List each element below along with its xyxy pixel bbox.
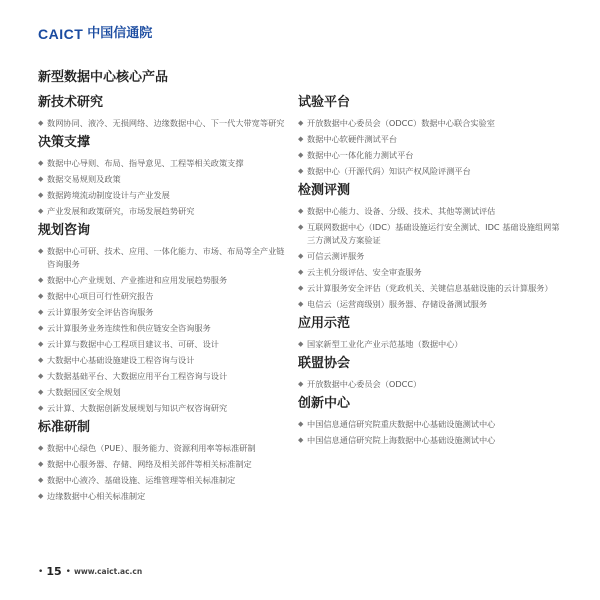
list-item	[38, 386, 285, 399]
list-item-text: 数据中心（开源代码）知识产权风险评测平台	[307, 166, 471, 176]
list-item	[38, 322, 285, 335]
diamond-bullet-icon: ◆	[38, 159, 44, 167]
section-title: 规划咨询	[38, 223, 91, 238]
list-item	[298, 378, 560, 391]
page-title: 新型数据中心核心产品	[38, 70, 169, 85]
diamond-bullet-icon: ◆	[38, 175, 44, 183]
diamond-bullet-icon: ◆	[298, 380, 304, 388]
footer-website: www.caict.ac.cn	[73, 567, 143, 576]
list-item	[38, 490, 285, 503]
list-item	[38, 290, 285, 303]
list-item	[38, 402, 285, 415]
list-item-text: 可信云测评服务	[307, 251, 365, 261]
diamond-bullet-icon: ◆	[298, 151, 304, 159]
page-number: 15	[46, 565, 62, 578]
list-item-text: 中国信息通信研究院上海数据中心基础设施测试中心	[307, 435, 496, 445]
list-item-text: 开放数据中心委员会（ODCC）数据中心联合实验室	[307, 118, 495, 128]
diamond-bullet-icon: ◆	[38, 356, 44, 364]
item-list	[298, 117, 560, 178]
list-item-text: 数据中心软硬件测试平台	[307, 134, 398, 144]
item-list	[298, 338, 560, 351]
list-item	[38, 245, 285, 271]
diamond-bullet-icon: ◆	[298, 436, 304, 444]
diamond-bullet-icon: ◆	[38, 292, 44, 300]
list-item-text: 数据中心导则、布局、指导意见、工程等相关政策支撑	[47, 158, 244, 168]
list-item	[298, 418, 560, 431]
diamond-bullet-icon: ◆	[38, 372, 44, 380]
list-item-text: 国家新型工业化产业示范基地（数据中心）	[307, 339, 463, 349]
diamond-bullet-icon: ◆	[38, 276, 44, 284]
list-item-text: 云计算服务安全评估（党政机关、关键信息基础设施的云计算服务）	[307, 283, 553, 293]
section-title: 联盟协会	[298, 356, 351, 371]
list-item	[298, 133, 560, 146]
diamond-bullet-icon: ◆	[38, 492, 44, 500]
diamond-bullet-icon: ◆	[38, 460, 44, 468]
logo-text-cn: 中国信通院	[87, 26, 153, 41]
diamond-bullet-icon: ◆	[38, 308, 44, 316]
section-title: 检测评测	[298, 183, 351, 198]
section-title: 新技术研究	[38, 95, 104, 110]
list-item-text: 数据中心产业规划、产业推进和应用发展趋势服务	[47, 275, 228, 285]
list-item-text: 边缘数据中心相关标准制定	[47, 491, 146, 501]
list-item	[38, 205, 285, 218]
section	[298, 94, 560, 178]
diamond-bullet-icon: ◆	[298, 284, 304, 292]
list-item	[38, 354, 285, 367]
list-item	[38, 474, 285, 487]
list-item-text: 数网协同、液冷、无损网络、边缘数据中心、下一代大带宽等研究	[47, 118, 285, 128]
list-item	[298, 165, 560, 178]
diamond-bullet-icon: ◆	[38, 476, 44, 484]
list-item-text: 数据中心一体化能力测试平台	[307, 150, 414, 160]
diamond-bullet-icon: ◆	[38, 247, 44, 255]
list-item-text: 数据中心绿色（PUE）、服务能力、资源利用率等标准研制	[47, 443, 256, 453]
list-item-text: 产业发展和政策研究，市场发展趋势研究	[47, 206, 195, 216]
list-item	[298, 221, 560, 247]
list-item	[38, 338, 285, 351]
diamond-bullet-icon: ◆	[298, 223, 304, 231]
section	[298, 182, 560, 311]
section-title: 试验平台	[298, 95, 351, 110]
list-item	[38, 458, 285, 471]
list-item	[38, 370, 285, 383]
diamond-bullet-icon: ◆	[38, 119, 44, 127]
list-item-text: 大数据中心基础设施建设工程咨询与设计	[47, 355, 195, 365]
list-item	[38, 117, 285, 130]
list-item	[298, 282, 560, 295]
page-footer	[38, 565, 142, 578]
list-item	[298, 117, 560, 130]
diamond-bullet-icon: ◆	[38, 404, 44, 412]
diamond-bullet-icon: ◆	[298, 420, 304, 428]
list-item	[298, 338, 560, 351]
section-title: 应用示范	[298, 316, 351, 331]
caict-logo	[38, 26, 152, 42]
diamond-bullet-icon: ◆	[38, 191, 44, 199]
item-list	[38, 117, 285, 130]
list-item-text: 数据交易规则及政策	[47, 174, 121, 184]
section-title: 标准研制	[38, 420, 91, 435]
list-item	[298, 149, 560, 162]
list-item-text: 数据中心项目可行性研究报告	[47, 291, 154, 301]
diamond-bullet-icon: ◆	[298, 207, 304, 215]
list-item-text: 云计算与数据中心工程项目建议书、可研、设计	[47, 339, 219, 349]
list-item	[38, 157, 285, 170]
section	[38, 222, 285, 415]
list-item	[298, 434, 560, 447]
diamond-bullet-icon: ◆	[38, 388, 44, 396]
list-item	[38, 173, 285, 186]
diamond-bullet-icon: ◆	[298, 167, 304, 175]
diamond-bullet-icon: ◆	[298, 252, 304, 260]
diamond-bullet-icon: ◆	[298, 135, 304, 143]
section-title: 决策支撑	[38, 135, 91, 150]
diamond-bullet-icon: ◆	[298, 268, 304, 276]
list-item	[298, 298, 560, 311]
footer-dot-2: •	[65, 566, 71, 577]
list-item	[298, 266, 560, 279]
list-item-text: 中国信息通信研究院重庆数据中心基础设施测试中心	[307, 419, 496, 429]
list-item	[38, 306, 285, 319]
item-list	[298, 205, 560, 311]
diamond-bullet-icon: ◆	[38, 324, 44, 332]
list-item-text: 电信云（运营商级别）服务器、存储设备测试服务	[307, 299, 488, 309]
list-item-text: 数据中心服务器、存储、网络及相关部件等相关标准制定	[47, 459, 252, 469]
list-item-text: 云计算服务业务连续性和供应链安全咨询服务	[47, 323, 211, 333]
section	[298, 355, 560, 391]
item-list	[298, 418, 560, 447]
list-item-text: 互联网数据中心（IDC）基础设施运行安全测试、IDC 基础设施组网第三方测试及方案验证	[307, 222, 560, 245]
list-item-text: 大数据园区安全规划	[47, 387, 121, 397]
diamond-bullet-icon: ◆	[298, 300, 304, 308]
diamond-bullet-icon: ◆	[38, 340, 44, 348]
item-list	[38, 245, 285, 415]
list-item	[298, 205, 560, 218]
list-item-text: 数据中心液冷、基础设施、运维管理等相关标准制定	[47, 475, 236, 485]
logo-text-en: CAICT	[38, 26, 84, 42]
list-item-text: 开放数据中心委员会（ODCC）	[307, 379, 422, 389]
section	[298, 315, 560, 351]
section	[38, 94, 285, 130]
footer-dot: •	[38, 566, 44, 577]
list-item-text: 数据中心能力、设备、分级、技术、其他等测试评估	[307, 206, 496, 216]
list-item	[298, 250, 560, 263]
list-item	[38, 442, 285, 455]
list-item-text: 云计算、大数据创新发展规划与知识产权咨询研究	[47, 403, 228, 413]
list-item-text: 数据跨境流动制度设计与产业发展	[47, 190, 170, 200]
section	[38, 134, 285, 218]
left-column	[38, 94, 285, 507]
list-item	[38, 189, 285, 202]
section-title: 创新中心	[298, 396, 351, 411]
diamond-bullet-icon: ◆	[298, 119, 304, 127]
list-item-text: 云主机分级评估、安全审查服务	[307, 267, 422, 277]
diamond-bullet-icon: ◆	[38, 207, 44, 215]
list-item-text: 云计算服务安全评估咨询服务	[47, 307, 154, 317]
item-list	[38, 442, 285, 503]
list-item	[38, 274, 285, 287]
diamond-bullet-icon: ◆	[298, 340, 304, 348]
list-item-text: 数据中心可研、技术、应用、一体化能力、市场、布局等全产业链咨询服务	[47, 246, 285, 269]
section	[38, 419, 285, 503]
list-item-text: 大数据基础平台、大数据应用平台工程咨询与设计	[47, 371, 228, 381]
section	[298, 395, 560, 447]
item-list	[38, 157, 285, 218]
item-list	[298, 378, 560, 391]
diamond-bullet-icon: ◆	[38, 444, 44, 452]
right-column	[298, 94, 560, 451]
